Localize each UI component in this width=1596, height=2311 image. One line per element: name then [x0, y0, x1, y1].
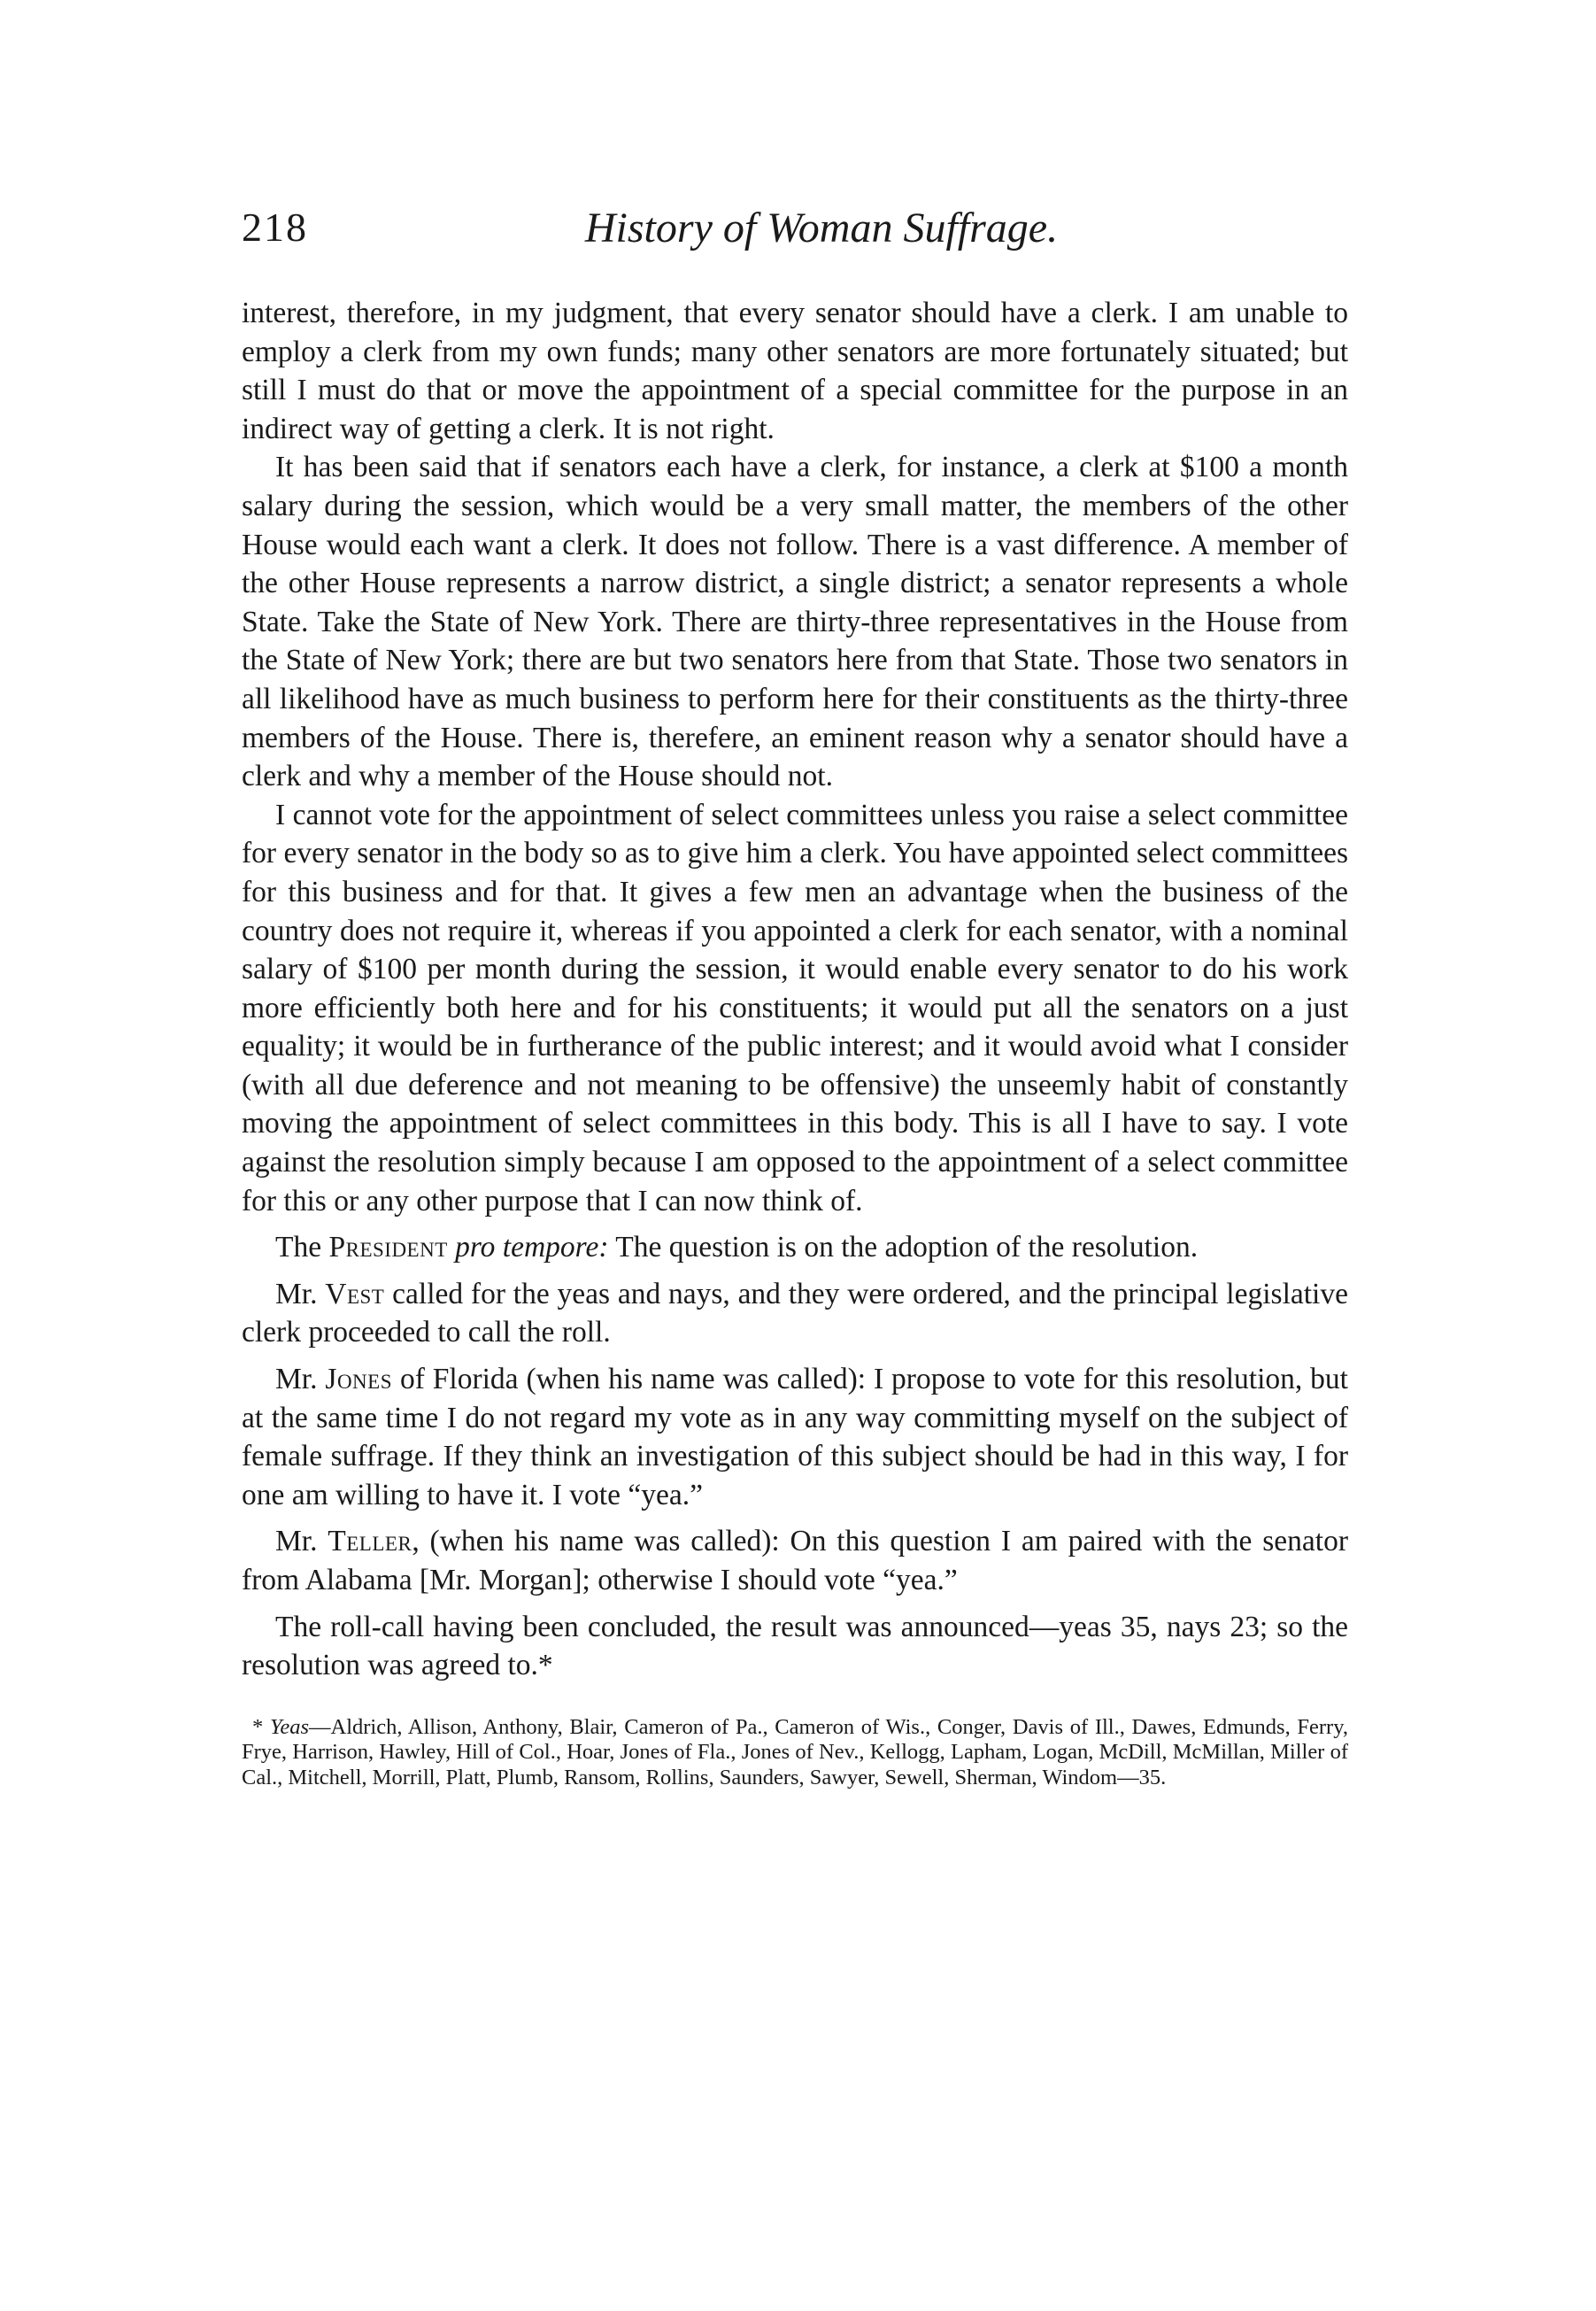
paragraph-lead: Mr.	[275, 1363, 326, 1396]
speaker-name: Vest	[325, 1277, 385, 1310]
paragraph-lead: Mr.	[275, 1277, 326, 1310]
body-text	[242, 294, 1348, 1685]
footnote-text: —Aldrich, Allison, Anthony, Blair, Cameron of Pa., Cameron of Wis., Conger, Davis of Ill., Dawes, Edmunds, Ferry, Frye, Harrison, Hawley, Hill of Col., Hoar, Jones of Fla., Jones of Nev., Kellogg, Lapham, Logan, McDill, McMillan, Miller of Cal., Mitchell, Morrill, Platt, Plumb, Ransom, Rollins, Saunders, Sawyer, Sewell, Sherman, Windom—35.	[242, 1714, 1349, 1789]
speaker-name: President	[328, 1231, 448, 1264]
footnote	[242, 1715, 1348, 1791]
speaker-note: pro tempore:	[447, 1231, 609, 1264]
speaker-name: Teller	[328, 1525, 412, 1558]
paragraph	[242, 1228, 1348, 1267]
running-title: History of Woman Suffrage.	[584, 205, 1059, 251]
page-number: 218	[242, 205, 308, 250]
paragraph-text: of Florida (when his name was called): I propose to vote for this resolution, but at the same time I do not regard my vote as in any way committing myself on the subject of female suffrage. If they think an investigation of this subject should be had in this way, I for one am willing to have it. I vote “yea.”	[242, 1363, 1348, 1511]
paragraph: I cannot vote for the appointment of select committees unless you raise a select committee for every senator in the body so as to give him a clerk. You have appointed select committees for this business and for that. It gives a few men an advantage when the business of the country does not require it, whereas if you appointed a clerk for each senator, with a nominal salary of $100 per month during the session, it would enable every senator to do his work more efficiently both here and for his constituents; it would put all the senators on a just equality; it would be in furtherance of the public interest; and it would avoid what I consider (with all due deference and not meaning to be offensive) the unseemly habit of constantly moving the appointment of select committees in this body. This is all I have to say. I vote against the resolution simply because I am opposed to the appointment of a select committee for this or any other purpose that I can now think of.	[242, 798, 1348, 1217]
paragraph-lead: Mr.	[275, 1525, 328, 1558]
paragraph	[242, 1360, 1348, 1514]
speaker-name: Jones	[325, 1363, 393, 1396]
book-page	[242, 204, 1348, 1790]
footnote-marker: *	[252, 1714, 270, 1739]
paragraph: It has been said that if senators each have a clerk, for instance, a clerk at $100 a month salary during the session, which would be a very small matter, the members of the other House would each want a clerk. It does not follow. There is a vast difference. A member of the other House represents a narrow district, a single district; a senator represents a whole State. Take the State of New York. There are thirty-three representatives in the House from the State of New York; there are but two senators here from that State. Those two senators in all likelihood have as much business to perform here for their constituents as the thirty-three members of the House. There is, therefere, an eminent reason why a senator should have a clerk and why a member of the House should not.	[242, 451, 1348, 793]
running-head	[242, 204, 1348, 274]
paragraph	[242, 1522, 1348, 1599]
paragraph-text: The question is on the adoption of the resolution.	[608, 1231, 1199, 1264]
paragraph	[242, 1275, 1348, 1352]
paragraph: interest, therefore, in my judgment, that every senator should have a clerk. I am unable to employ a clerk from my own funds; many other senators are more fortunately situated; but still I must do that or move the appointment of a special committee for the purpose in an indirect way of getting a clerk. It is not right.	[242, 297, 1348, 445]
footnote-label: Yeas	[269, 1714, 309, 1739]
paragraph-text: , (when his name was called): On this question I am paired with the senator from Alabama [Mr. Morgan]; otherwise I should vote “yea.”	[242, 1525, 1348, 1596]
paragraph-lead: The	[275, 1231, 329, 1264]
paragraph: The roll-call having been concluded, the result was announced—yeas 35, nays 23; so the resolution was agreed to.*	[242, 1610, 1348, 1682]
paragraph-text: called for the yeas and nays, and they were ordered, and the principal legislative clerk proceeded to call the roll.	[242, 1277, 1348, 1349]
